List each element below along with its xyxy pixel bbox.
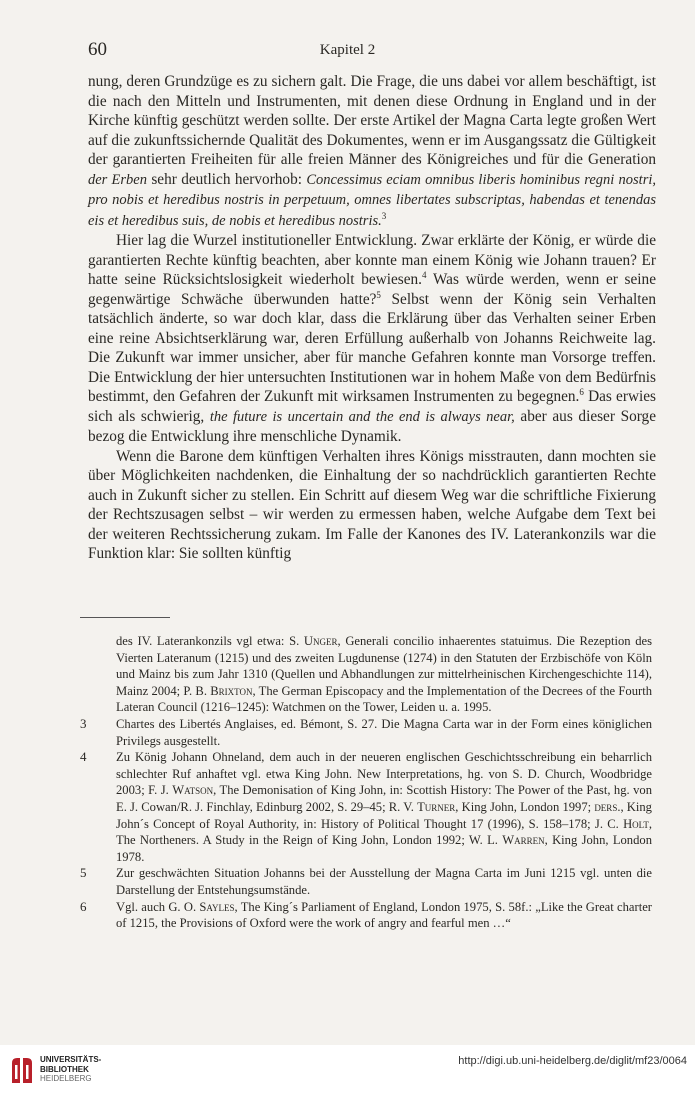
paragraph (88, 447, 656, 564)
text-run: , The German Episcopacy and the Implementation of the Decrees of the Fourth Lateran Council (1216–1245): Watchmen on the Tower, Leiden u. a. 1995. (116, 683, 652, 715)
footnotes (80, 633, 652, 932)
footnote-separator (80, 617, 170, 618)
text-run: Selbst wenn der König sein Verhalten tatsächlich änderte, so war doch klar, dass die Erklärung über das Verhalten seiner Erben eine reine Absichtserklärung war, deren Erfüllung außerhalb von Johanns Reichweite lag. Die Zukunft war immer unsicher, aber für manche Gefahren konnte man Vorsorge treffen. Die Entwicklung der hier untersuchten Institutionen war in hohem Maße von dem Bedürfnis bestimmt, den Gefahren der Zukunft mit wirksamen Instrumenten zu begegnen. (88, 290, 656, 405)
footnote-text (116, 866, 652, 897)
text-run: , The Demonisation of King John, in: Scottish History: The Power of the Past, hg. von E. J. Cowan/R. J. Finchlay, Edinburg 2002, S. 29–45; R. V. (116, 783, 652, 814)
footnote-reference: 5 (376, 289, 381, 300)
footnote-number: 4 (80, 749, 87, 765)
text-run: des IV. Laterankonzils vgl etwa: S. (116, 634, 304, 648)
text-run: Vgl. auch G. O. (116, 899, 200, 914)
footnote-number: 3 (80, 715, 87, 731)
footnote-reference: 3 (381, 210, 387, 221)
italic-text: the future is uncertain and the end is always near, (209, 408, 515, 425)
text-run: Zu König Johann Ohneland, dem auch in der neueren englischen Geschichtsschreibung ein beharrlich schlechter Ruf anhaftet vgl. etwa King John. New Interpretations, hg. von S. D. Church, Woodbridge 2003; F. J. (116, 750, 652, 798)
footnote (80, 716, 652, 749)
author-name: Brixton (210, 683, 253, 698)
text-run: sehr deutlich hervorhob: (146, 170, 307, 188)
author-name: Warren (502, 833, 545, 848)
footnote (80, 899, 652, 932)
body-text (88, 72, 656, 564)
footnote-number: 5 (80, 865, 87, 881)
text-run: Hier lag die Wurzel institutioneller Entwicklung. Zwar erklärte der König, er würde die garantierten Rechte künftig beachten, aber konnte man einem König wie Johann trauen? Er hatte seine Rücksichtslosigkeit wiederholt bewiesen. (88, 232, 656, 288)
text-run: aber aus dieser Sorge bezog die Entwicklung ihre menschliche Dynamik. (88, 407, 656, 445)
author-name: Holt (623, 816, 649, 831)
permalink-url[interactable]: http://digi.ub.uni-heidelberg.de/diglit/mf23/0064 (458, 1055, 687, 1067)
library-name (40, 1055, 101, 1084)
footnote-text (116, 900, 652, 931)
footnote-reference: 4 (422, 269, 427, 280)
page-number: 60 (88, 39, 107, 60)
text-run: , Generali concilio inhaerentes statuimus. Die Rezeption des Vierten Lateranum (1215) und des zweiten Lugdunense (1274) in den Statuten der Erzbischöfe von Köln und Mainz bis zum Jahr 1310 (Quellen und Abhandlungen zur mittelrheinischen Kirchengeschichte 114), Mainz 2004; P. B. (116, 634, 652, 698)
italic-text: Concessimus eciam omnibus liberis hominibus regni nostri, pro nobis et heredibus nostris in perpetuum, omnes libertates subscriptas, habendas et tenendas eis et heredibus suis, de nobis et heredibus nostris. (88, 171, 656, 229)
text-run: , The King´s Parliament of England, London 1975, S. 58f.: „Like the Great charter of 1215, the Provisions of Oxford were the work of angry and fearful men …“ (116, 899, 652, 931)
footnote (80, 749, 652, 865)
footnote-number: 6 (80, 898, 87, 914)
ub-heidelberg-logo-icon[interactable] (8, 1055, 36, 1085)
footnote (80, 865, 652, 898)
paragraph (88, 72, 656, 231)
author-name: Unger (303, 634, 338, 648)
footnote-text (116, 750, 652, 864)
text-run: Chartes des Libertés Anglaises, ed. Bémont, S. 27. Die Magna Carta war in der Form eines königlichen Privilegs ausgestellt. (116, 716, 652, 748)
text-run: , King John, London 1978. (116, 833, 652, 864)
text-run: , King John´s Concept of Royal Authority, in: History of Political Thought 17 (1996), S. 158–178; J. C. (116, 799, 652, 831)
viewer-footer (0, 1045, 695, 1095)
paragraph (88, 231, 656, 447)
footnote-text (116, 634, 652, 714)
author-name: Sayles (199, 899, 235, 914)
author-name: Turner (417, 799, 456, 814)
text-run: Zur geschwächten Situation Johanns bei der Ausstellung der Magna Carta im Juni 1215 vgl. unten die Darstellung der Entstehungsumstände. (116, 866, 652, 897)
text-run: Das erwies sich als schwierig, (88, 388, 656, 425)
text-run: Was würde werden, wenn er seine gegenwärtige Schwäche überwunden hatte? (88, 271, 656, 308)
text-run: Wenn die Barone dem künftigen Verhalten ihres Königs misstrauten, dann mochten sie über Möglichkeiten nachdenken, die Einhaltung der so nachdrücklich garantierten Rechte auch in Zukunft sicher zu stellen. Ein Schritt auf diesem Weg war die schriftliche Fixierung der Rechtszusagen selbst – wir werden zu ermessen haben, welche Aufgabe dem Text bei der weiteren Rechtssicherung zukam. Im Falle der Kanones des IV. Laterankonzils war die Funktion klar: Sie sollten künftig (88, 447, 656, 562)
text-run: , King John, London 1997; (455, 799, 595, 814)
italic-text: der Erben (88, 171, 147, 188)
author-name: Watson (172, 783, 214, 798)
author-name: ders. (594, 799, 621, 814)
library-line: UNIVERSITÄTS- (40, 1055, 102, 1064)
footnote-reference: 6 (579, 386, 584, 397)
library-line: HEIDELBERG (40, 1074, 92, 1083)
running-header: Kapitel 2 (319, 42, 376, 58)
text-run: , The Northeners. A Study in the Reign of King John, London 1992; W. L. (116, 816, 652, 848)
library-line: BIBLIOTHEK (40, 1064, 89, 1074)
footnote (80, 633, 652, 716)
footnote-text (116, 717, 652, 748)
text-run: nung, deren Grundzüge es zu sichern galt. Die Frage, die uns dabei vor allem beschäftigt, ist die nach den Mitteln und Instrumenten, mit denen diese Ordnung in England und in der Kirche künftig geschützt werden sollte. Der erste Artikel der Magna Carta legte großen Wert auf die zukunftssichernde Qualität des Dokumentes, wenn er im Ausgangssatz die Gültigkeit der garantierten Freiheiten für alle freien Männer des Königreiches und für die Generation (88, 73, 656, 168)
